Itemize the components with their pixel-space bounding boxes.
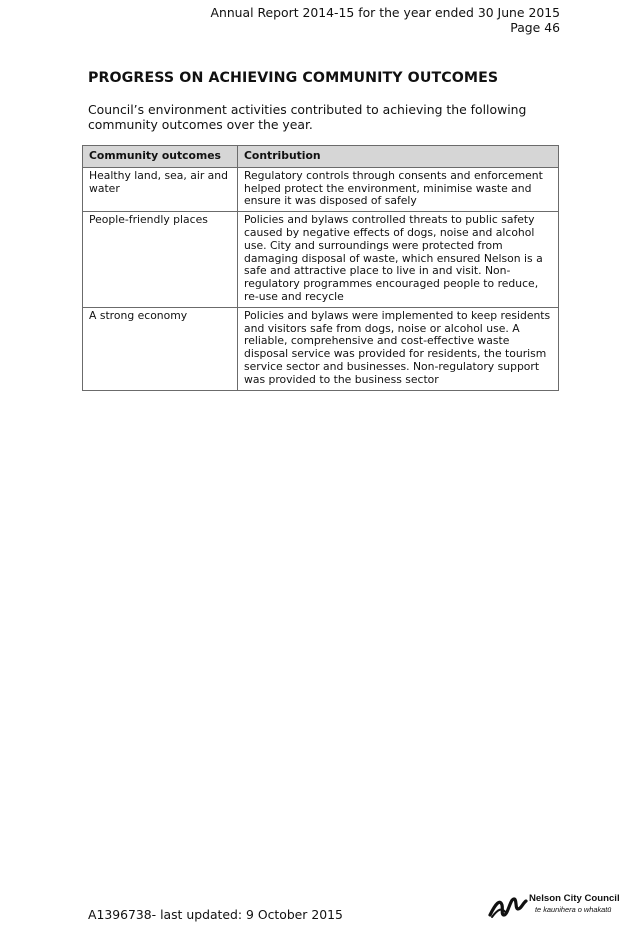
outcome-cell: People-friendly places bbox=[83, 212, 238, 308]
contribution-cell: Policies and bylaws were implemented to keep residents and visitors safe from dogs, noise or alcohol use. A reliable, comprehensive and cost-effective waste disposal service was provided for residents, the tourism service sector and businesses. Non-regulatory support was provided to the business sector bbox=[238, 307, 559, 390]
nelson-wave-logo-icon bbox=[488, 895, 528, 919]
page-title: PROGRESS ON ACHIEVING COMMUNITY OUTCOMES bbox=[88, 70, 499, 86]
column-header-outcomes: Community outcomes bbox=[83, 146, 238, 168]
header-report-title: Annual Report 2014-15 for the year ended 30 June 2015 bbox=[210, 5, 560, 20]
header-page-number: Page 46 bbox=[510, 20, 560, 35]
column-header-contribution: Contribution bbox=[238, 146, 559, 168]
report-header bbox=[211, 5, 561, 35]
table-row bbox=[83, 212, 559, 308]
logo-tagline: te kaunihera o whakatū bbox=[535, 905, 612, 914]
table-row bbox=[83, 307, 559, 390]
contribution-cell: Regulatory controls through consents and enforcement helped protect the environment, minimise waste and ensure it was disposed of safely bbox=[238, 167, 559, 211]
intro-paragraph: Council’s environment activities contributed to achieving the following community outcomes over the year. bbox=[88, 102, 527, 132]
logo-council-name: Nelson City Council bbox=[529, 893, 620, 904]
table-header-row bbox=[83, 146, 559, 168]
document-footer: A1396738- last updated: 9 October 2015 bbox=[88, 907, 343, 922]
outcome-cell: A strong economy bbox=[83, 307, 238, 390]
table-row bbox=[83, 167, 559, 211]
council-logo bbox=[488, 893, 618, 921]
contribution-cell: Policies and bylaws controlled threats to public safety caused by negative effects of dogs, noise and alcohol use. City and surroundings were protected from damaging disposal of waste, which ensured Nelson is a safe and attractive place to live in and visit. Non-regulatory programmes encouraged people to reduce, re-use and recycle bbox=[238, 212, 559, 308]
outcome-cell: Healthy land, sea, air and water bbox=[83, 167, 238, 211]
outcomes-table bbox=[82, 145, 559, 391]
